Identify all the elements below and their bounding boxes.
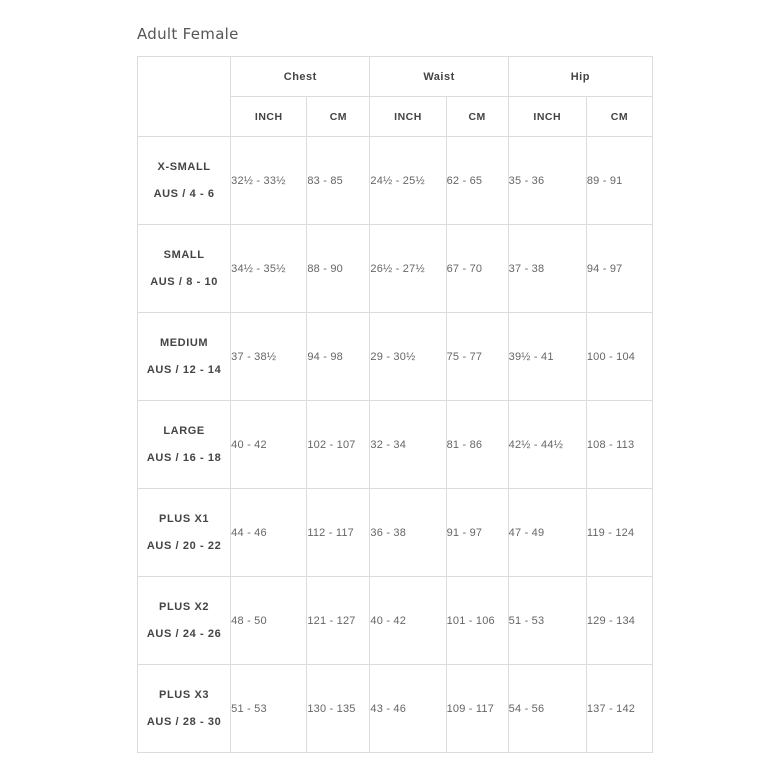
measurement-cell: 34½ - 35½ xyxy=(231,225,307,313)
measurement-cell: 32 - 34 xyxy=(370,401,446,489)
measurement-cell: 29 - 30½ xyxy=(370,313,446,401)
measurement-cell: 32½ - 33½ xyxy=(231,137,307,225)
size-label-cell xyxy=(138,665,231,753)
size-aus: AUS / 16 - 18 xyxy=(146,451,222,464)
measurement-cell: 54 - 56 xyxy=(508,665,586,753)
measurement-cell: 112 - 117 xyxy=(307,489,370,577)
table-row xyxy=(138,313,653,401)
unit-header: CM xyxy=(586,97,652,137)
measurement-cell: 94 - 97 xyxy=(586,225,652,313)
size-label-cell xyxy=(138,225,231,313)
size-chart-table xyxy=(137,56,653,753)
measurement-cell: 119 - 124 xyxy=(586,489,652,577)
measurement-cell: 40 - 42 xyxy=(370,577,446,665)
measurement-cell: 94 - 98 xyxy=(307,313,370,401)
corner-cell xyxy=(138,57,231,137)
measurement-cell: 101 - 106 xyxy=(446,577,508,665)
size-name: LARGE xyxy=(163,424,205,437)
size-name: SMALL xyxy=(163,248,205,261)
size-aus: AUS / 8 - 10 xyxy=(150,275,218,288)
measurement-cell: 100 - 104 xyxy=(586,313,652,401)
size-name: X-SMALL xyxy=(157,160,211,173)
measurement-cell: 91 - 97 xyxy=(446,489,508,577)
measurement-cell: 88 - 90 xyxy=(307,225,370,313)
measurement-cell: 75 - 77 xyxy=(446,313,508,401)
size-label-cell xyxy=(138,137,231,225)
measurement-cell: 67 - 70 xyxy=(446,225,508,313)
unit-header: CM xyxy=(446,97,508,137)
size-aus: AUS / 4 - 6 xyxy=(153,187,215,200)
measurement-cell: 39½ - 41 xyxy=(508,313,586,401)
table-body xyxy=(138,137,653,753)
measurement-cell: 44 - 46 xyxy=(231,489,307,577)
measurement-cell: 36 - 38 xyxy=(370,489,446,577)
size-label-cell xyxy=(138,577,231,665)
size-label-cell xyxy=(138,489,231,577)
unit-header: INCH xyxy=(508,97,586,137)
measurement-cell: 37 - 38½ xyxy=(231,313,307,401)
table-row xyxy=(138,401,653,489)
table-row xyxy=(138,665,653,753)
measurement-cell: 62 - 65 xyxy=(446,137,508,225)
table-row xyxy=(138,225,653,313)
group-header-waist: Waist xyxy=(370,57,508,97)
size-aus: AUS / 24 - 26 xyxy=(146,627,222,640)
measurement-cell: 37 - 38 xyxy=(508,225,586,313)
measurement-cell: 42½ - 44½ xyxy=(508,401,586,489)
measurement-cell: 35 - 36 xyxy=(508,137,586,225)
measurement-cell: 81 - 86 xyxy=(446,401,508,489)
measurement-cell: 89 - 91 xyxy=(586,137,652,225)
size-name: PLUS X2 xyxy=(159,600,210,613)
size-label-cell xyxy=(138,401,231,489)
measurement-cell: 109 - 117 xyxy=(446,665,508,753)
table-row xyxy=(138,577,653,665)
unit-header: CM xyxy=(307,97,370,137)
size-aus: AUS / 28 - 30 xyxy=(146,715,222,728)
measurement-cell: 40 - 42 xyxy=(231,401,307,489)
group-header-row xyxy=(138,57,653,97)
measurement-cell: 48 - 50 xyxy=(231,577,307,665)
measurement-cell: 83 - 85 xyxy=(307,137,370,225)
measurement-cell: 51 - 53 xyxy=(508,577,586,665)
group-header-hip: Hip xyxy=(508,57,652,97)
size-name: MEDIUM xyxy=(159,336,209,349)
measurement-cell: 102 - 107 xyxy=(307,401,370,489)
size-aus: AUS / 12 - 14 xyxy=(146,363,222,376)
size-aus: AUS / 20 - 22 xyxy=(146,539,222,552)
measurement-cell: 130 - 135 xyxy=(307,665,370,753)
table-row xyxy=(138,489,653,577)
unit-header: INCH xyxy=(370,97,446,137)
size-label-cell xyxy=(138,313,231,401)
measurement-cell: 24½ - 25½ xyxy=(370,137,446,225)
group-header-chest: Chest xyxy=(231,57,370,97)
unit-header: INCH xyxy=(231,97,307,137)
measurement-cell: 129 - 134 xyxy=(586,577,652,665)
measurement-cell: 137 - 142 xyxy=(586,665,652,753)
page-title: Adult Female xyxy=(137,25,239,43)
table-row xyxy=(138,137,653,225)
size-name: PLUS X1 xyxy=(159,512,210,525)
measurement-cell: 121 - 127 xyxy=(307,577,370,665)
size-name: PLUS X3 xyxy=(159,688,210,701)
measurement-cell: 51 - 53 xyxy=(231,665,307,753)
measurement-cell: 43 - 46 xyxy=(370,665,446,753)
measurement-cell: 47 - 49 xyxy=(508,489,586,577)
measurement-cell: 26½ - 27½ xyxy=(370,225,446,313)
measurement-cell: 108 - 113 xyxy=(586,401,652,489)
